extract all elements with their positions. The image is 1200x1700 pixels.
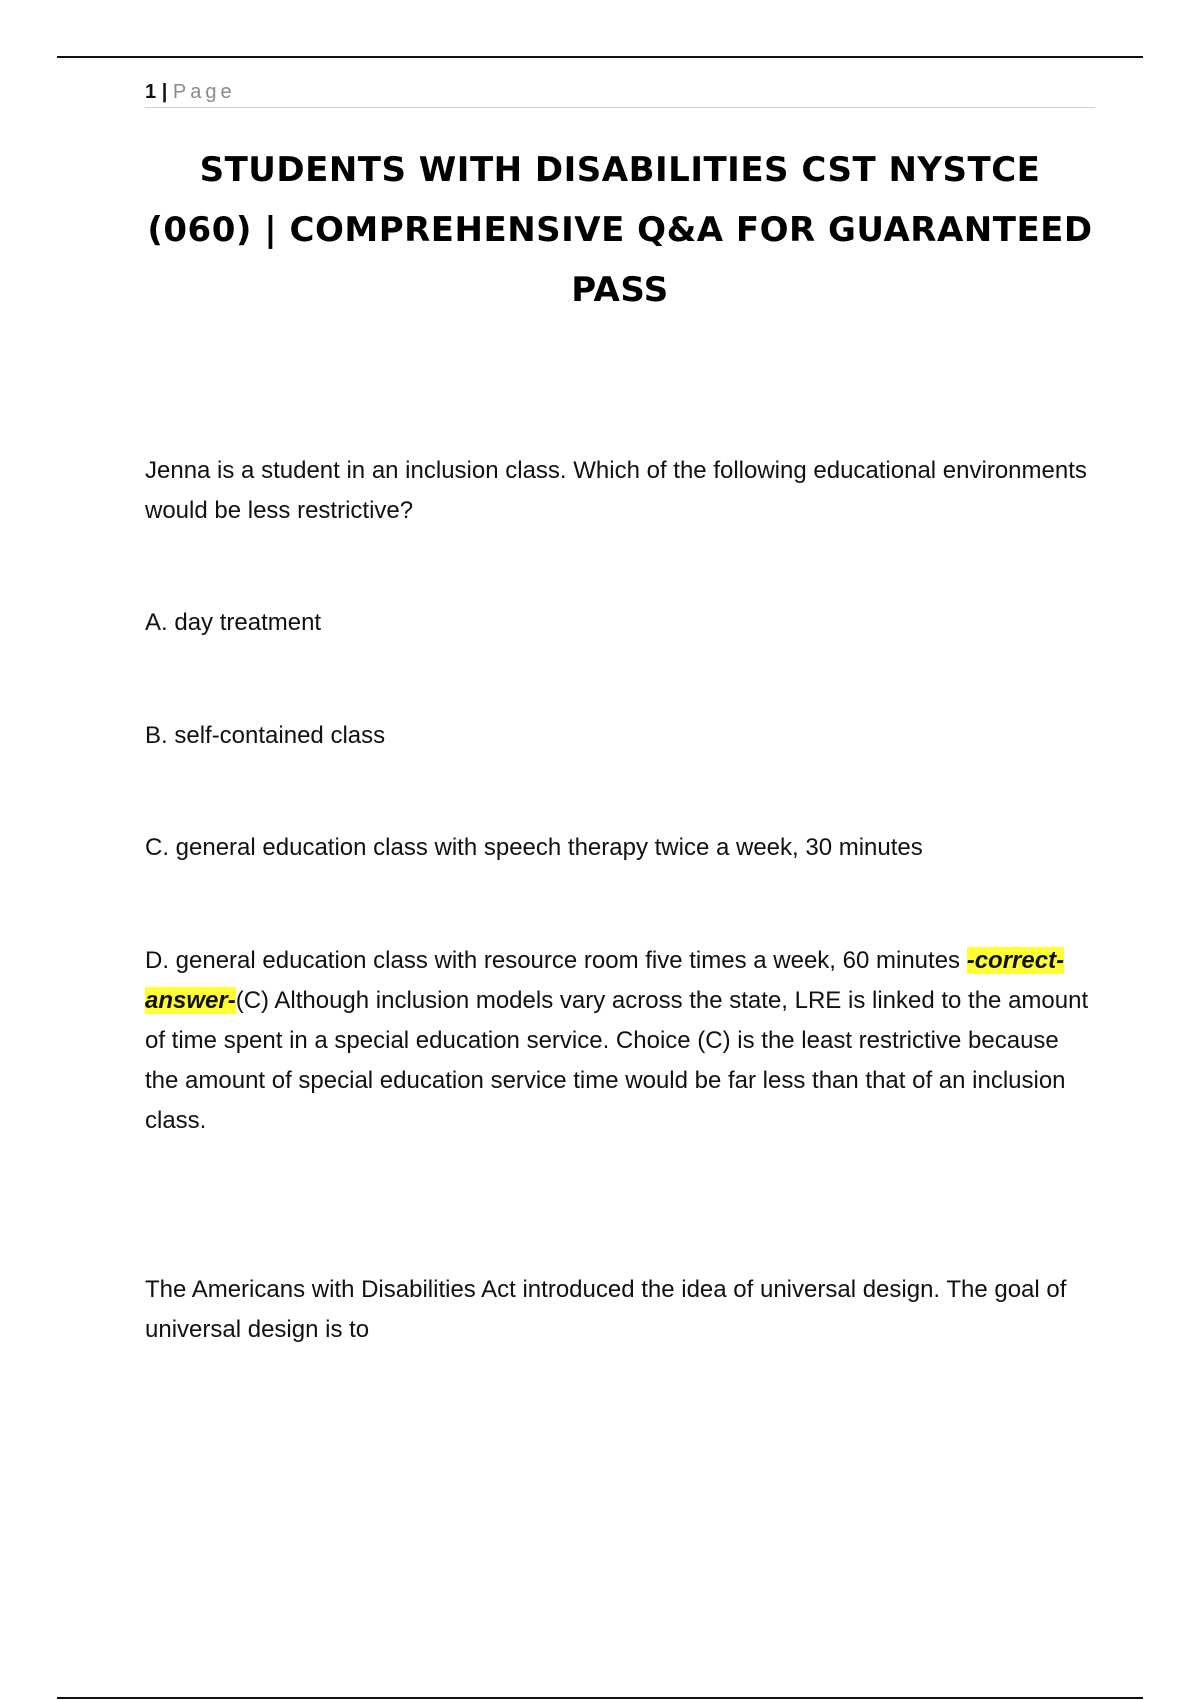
page-number: 1 [145, 81, 157, 103]
question-1-option-d-and-answer [145, 941, 1095, 1141]
question-1-prompt: Jenna is a student in an inclusion class. Which of the following educational environments would be less restrictive? [145, 457, 1087, 524]
page-header [145, 77, 1095, 108]
correct-answer-marker: -correct-answer- [145, 947, 1065, 1014]
question-1-option-a: A. day treatment [145, 609, 322, 636]
page-separator: | [161, 81, 168, 103]
page-label: Page [172, 81, 236, 103]
question-1-explanation: (C) Although inclusion models vary across the state, LRE is linked to the amount of time spent in a special education service. Choice (C) is the least restrictive because the amount of special education service time would be far less than that of an inclusion class. [145, 987, 1089, 1134]
question-1-option-b: B. self-contained class [145, 722, 386, 749]
top-rule [57, 56, 1143, 58]
document-title: STUDENTS WITH DISABILITIES CST NYSTCE (060) | COMPREHENSIVE Q&A FOR GUARANTEED PASS [147, 150, 1093, 310]
bottom-rule [57, 1697, 1143, 1699]
question-2-prompt: The Americans with Disabilities Act introduced the idea of universal design. The goal of universal design is to [145, 1276, 1067, 1343]
question-1-option-c: C. general education class with speech therapy twice a week, 30 minutes [145, 834, 923, 861]
question-1-option-d: D. general education class with resource room five times a week, 60 minutes [145, 947, 967, 974]
